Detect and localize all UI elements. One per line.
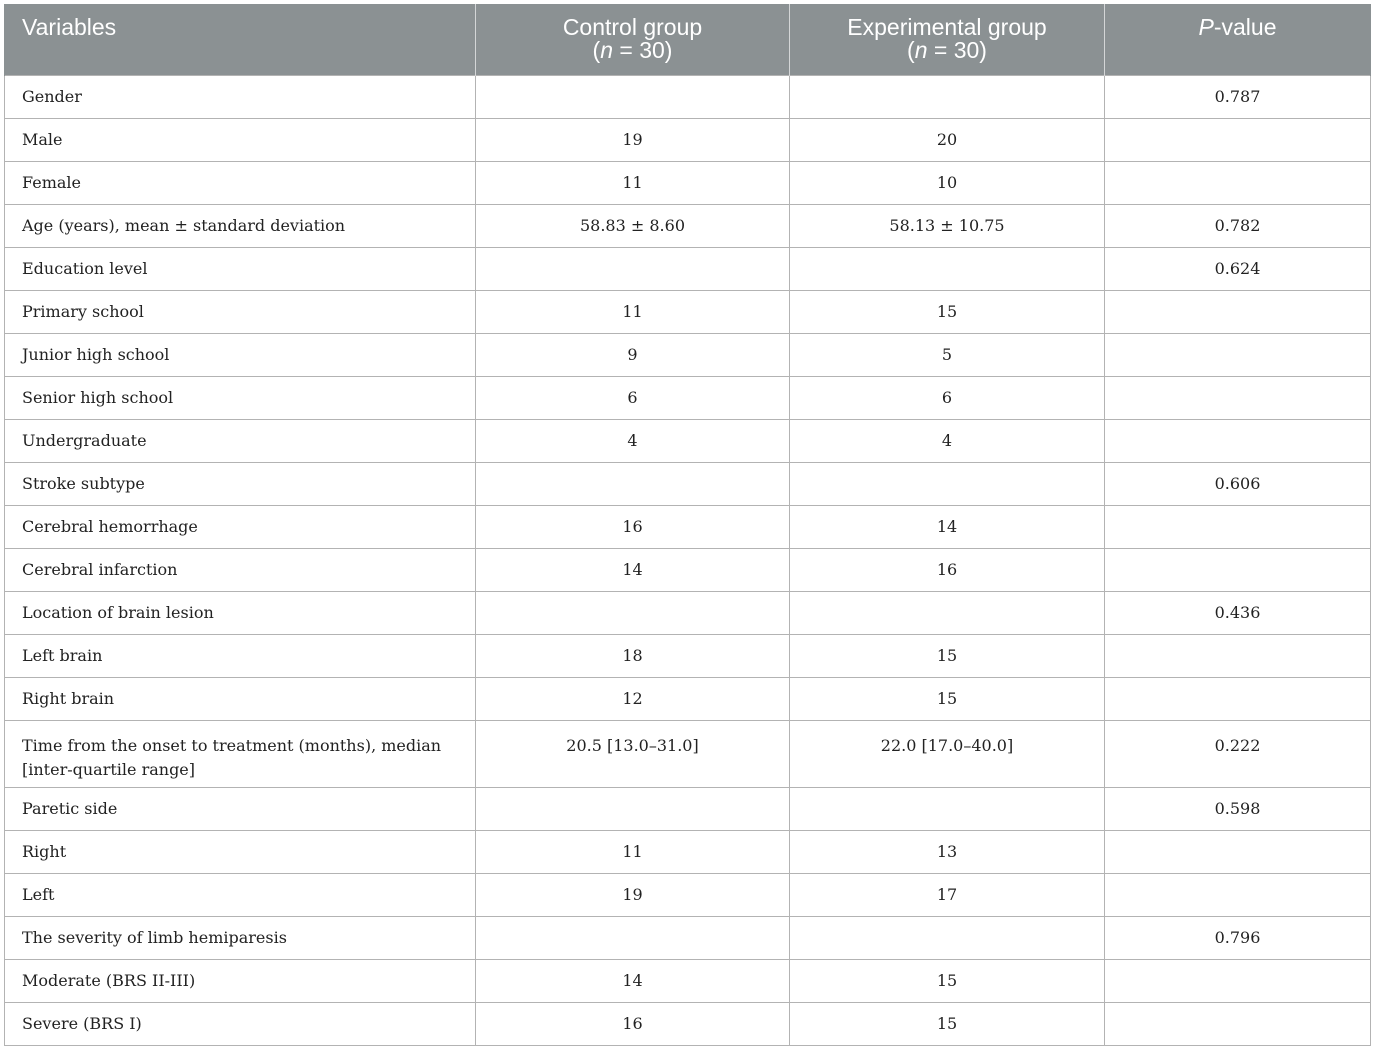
cell-variable: Cerebral infarction bbox=[5, 548, 476, 591]
cell-p-value bbox=[1105, 419, 1371, 462]
cell-experimental: 58.13 ± 10.75 bbox=[790, 204, 1105, 247]
cell-variable: Left brain bbox=[5, 634, 476, 677]
cell-p-value bbox=[1105, 333, 1371, 376]
cell-experimental bbox=[790, 462, 1105, 505]
cell-control: 11 bbox=[476, 290, 790, 333]
header-row bbox=[5, 4, 1371, 75]
cell-variable: Senior high school bbox=[5, 376, 476, 419]
cell-control bbox=[476, 462, 790, 505]
table-header bbox=[5, 4, 1371, 75]
header-control-group bbox=[476, 4, 790, 75]
cell-control: 16 bbox=[476, 505, 790, 548]
cell-experimental: 17 bbox=[790, 873, 1105, 916]
p-suffix: -value bbox=[1213, 14, 1277, 40]
cell-experimental: 15 bbox=[790, 1002, 1105, 1045]
header-control-title: Control group bbox=[562, 14, 703, 40]
cell-experimental bbox=[790, 916, 1105, 959]
cell-control: 19 bbox=[476, 118, 790, 161]
cell-p-value bbox=[1105, 873, 1371, 916]
cell-variable: The severity of limb hemiparesis bbox=[5, 916, 476, 959]
cell-variable: Undergraduate bbox=[5, 419, 476, 462]
cell-variable: Cerebral hemorrhage bbox=[5, 505, 476, 548]
p-symbol: P bbox=[1198, 14, 1214, 40]
cell-control: 14 bbox=[476, 548, 790, 591]
n-value: = 30) bbox=[613, 37, 673, 63]
cell-control: 11 bbox=[476, 830, 790, 873]
cell-experimental: 4 bbox=[790, 419, 1105, 462]
cell-control: 4 bbox=[476, 419, 790, 462]
n-value: = 30) bbox=[927, 37, 987, 63]
table-row bbox=[5, 720, 1371, 787]
table-row bbox=[5, 1002, 1371, 1045]
paren: ( bbox=[592, 37, 601, 63]
cell-p-value: 0.782 bbox=[1105, 204, 1371, 247]
table-row bbox=[5, 75, 1371, 118]
cell-experimental: 15 bbox=[790, 959, 1105, 1002]
table-row bbox=[5, 677, 1371, 720]
cell-p-value: 0.222 bbox=[1105, 720, 1371, 787]
cell-variable: Severe (BRS I) bbox=[5, 1002, 476, 1045]
cell-control bbox=[476, 75, 790, 118]
cell-control: 16 bbox=[476, 1002, 790, 1045]
cell-control bbox=[476, 591, 790, 634]
cell-p-value bbox=[1105, 830, 1371, 873]
data-table bbox=[4, 4, 1371, 1046]
header-variables: Variables bbox=[5, 4, 476, 75]
table-row bbox=[5, 376, 1371, 419]
cell-variable: Location of brain lesion bbox=[5, 591, 476, 634]
cell-p-value bbox=[1105, 677, 1371, 720]
cell-control: 12 bbox=[476, 677, 790, 720]
table-row bbox=[5, 548, 1371, 591]
table-row bbox=[5, 419, 1371, 462]
cell-variable: Gender bbox=[5, 75, 476, 118]
cell-experimental: 13 bbox=[790, 830, 1105, 873]
table-body bbox=[5, 75, 1371, 1045]
table-row bbox=[5, 634, 1371, 677]
cell-experimental: 10 bbox=[790, 161, 1105, 204]
cell-variable: Primary school bbox=[5, 290, 476, 333]
cell-experimental: 15 bbox=[790, 677, 1105, 720]
cell-variable: Stroke subtype bbox=[5, 462, 476, 505]
cell-control bbox=[476, 247, 790, 290]
cell-experimental: 5 bbox=[790, 333, 1105, 376]
table-row bbox=[5, 161, 1371, 204]
header-experimental-group bbox=[790, 4, 1105, 75]
cell-experimental bbox=[790, 75, 1105, 118]
table-row bbox=[5, 787, 1371, 830]
cell-experimental bbox=[790, 591, 1105, 634]
cell-p-value: 0.787 bbox=[1105, 75, 1371, 118]
paren: ( bbox=[907, 37, 915, 63]
table-row bbox=[5, 118, 1371, 161]
cell-p-value bbox=[1105, 161, 1371, 204]
cell-control bbox=[476, 916, 790, 959]
cell-variable: Moderate (BRS II-III) bbox=[5, 959, 476, 1002]
cell-p-value bbox=[1105, 959, 1371, 1002]
cell-variable: Male bbox=[5, 118, 476, 161]
table-row bbox=[5, 873, 1371, 916]
cell-variable: Age (years), mean ± standard deviation bbox=[5, 204, 476, 247]
cell-experimental: 14 bbox=[790, 505, 1105, 548]
cell-p-value bbox=[1105, 634, 1371, 677]
cell-p-value bbox=[1105, 290, 1371, 333]
cell-p-value: 0.606 bbox=[1105, 462, 1371, 505]
cell-p-value bbox=[1105, 1002, 1371, 1045]
table-row bbox=[5, 204, 1371, 247]
header-p-value bbox=[1105, 4, 1371, 75]
cell-variable: Female bbox=[5, 161, 476, 204]
cell-p-value: 0.796 bbox=[1105, 916, 1371, 959]
cell-variable: Junior high school bbox=[5, 333, 476, 376]
cell-variable: Paretic side bbox=[5, 787, 476, 830]
table-row bbox=[5, 830, 1371, 873]
cell-variable: Left bbox=[5, 873, 476, 916]
table-row bbox=[5, 462, 1371, 505]
cell-variable: Education level bbox=[5, 247, 476, 290]
table-row bbox=[5, 916, 1371, 959]
cell-variable: Right bbox=[5, 830, 476, 873]
cell-experimental: 16 bbox=[790, 548, 1105, 591]
cell-control: 19 bbox=[476, 873, 790, 916]
cell-control: 18 bbox=[476, 634, 790, 677]
table-row bbox=[5, 591, 1371, 634]
cell-experimental: 22.0 [17.0–40.0] bbox=[790, 720, 1105, 787]
header-control-n bbox=[476, 39, 789, 62]
cell-experimental: 6 bbox=[790, 376, 1105, 419]
cell-control bbox=[476, 787, 790, 830]
cell-experimental bbox=[790, 787, 1105, 830]
table-row bbox=[5, 959, 1371, 1002]
cell-experimental: 15 bbox=[790, 634, 1105, 677]
table-row bbox=[5, 505, 1371, 548]
cell-variable: Right brain bbox=[5, 677, 476, 720]
cell-control: 20.5 [13.0–31.0] bbox=[476, 720, 790, 787]
cell-control: 58.83 ± 8.60 bbox=[476, 204, 790, 247]
n-symbol: n bbox=[914, 37, 928, 63]
cell-p-value: 0.598 bbox=[1105, 787, 1371, 830]
cell-p-value bbox=[1105, 505, 1371, 548]
cell-p-value: 0.436 bbox=[1105, 591, 1371, 634]
table-row bbox=[5, 333, 1371, 376]
cell-p-value bbox=[1105, 548, 1371, 591]
header-experimental-title: Experimental group bbox=[847, 14, 1047, 40]
cell-experimental bbox=[790, 247, 1105, 290]
table-row bbox=[5, 247, 1371, 290]
cell-p-value bbox=[1105, 118, 1371, 161]
header-experimental-n bbox=[790, 39, 1104, 62]
cell-experimental: 20 bbox=[790, 118, 1105, 161]
cell-p-value: 0.624 bbox=[1105, 247, 1371, 290]
cell-p-value bbox=[1105, 376, 1371, 419]
cell-variable: Time from the onset to treatment (months), median [inter-quartile range] bbox=[5, 720, 476, 787]
cell-experimental: 15 bbox=[790, 290, 1105, 333]
table-row bbox=[5, 290, 1371, 333]
n-symbol: n bbox=[600, 37, 613, 63]
cell-control: 9 bbox=[476, 333, 790, 376]
baseline-characteristics-table bbox=[4, 4, 1370, 1046]
cell-control: 6 bbox=[476, 376, 790, 419]
cell-control: 11 bbox=[476, 161, 790, 204]
cell-control: 14 bbox=[476, 959, 790, 1002]
